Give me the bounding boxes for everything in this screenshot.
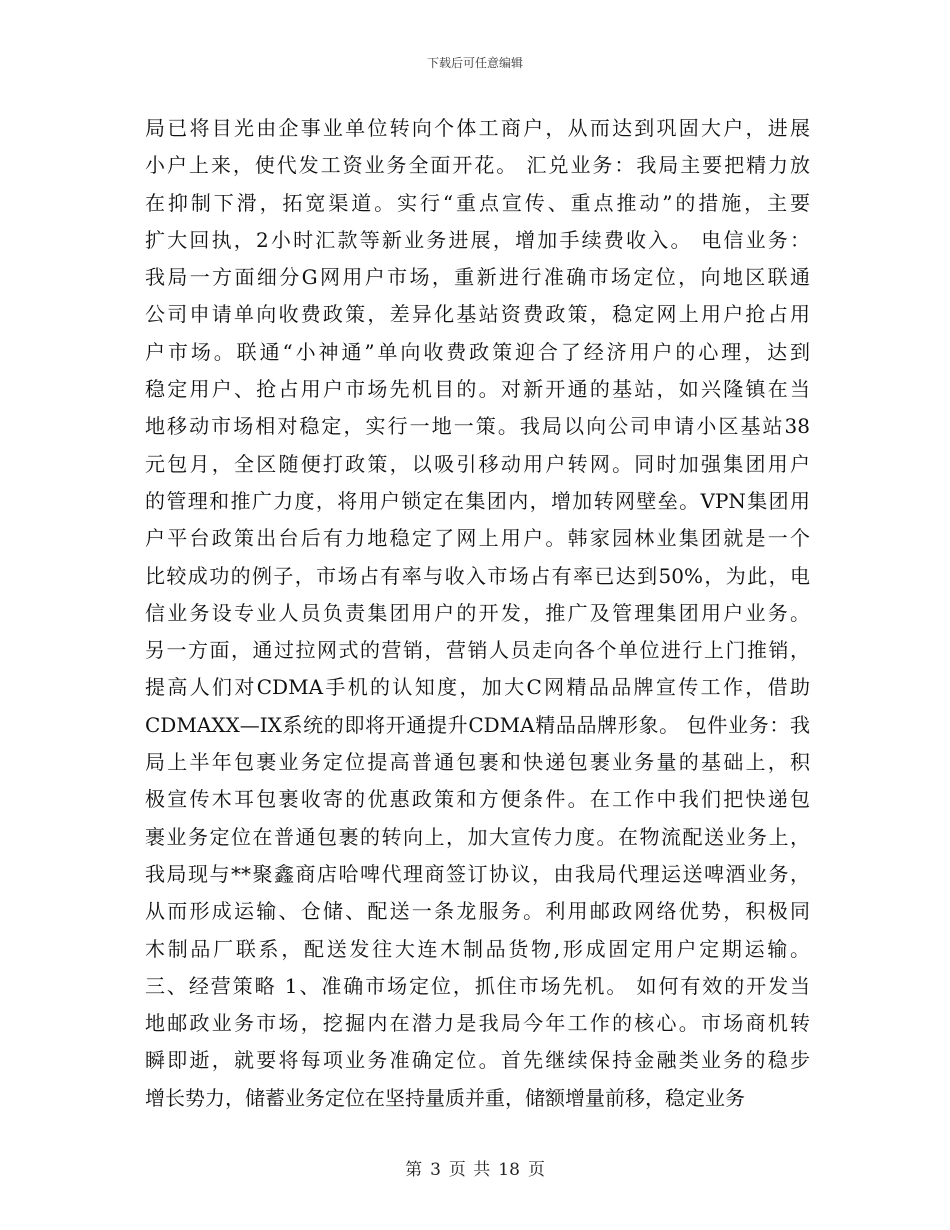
- text-line: 稳定用户、抢占用户市场先机目的。对新开通的基站，如兴隆镇在当: [145, 377, 810, 402]
- document-body: [145, 110, 810, 1117]
- text-line: 户市场。联通“小神通”单向收费政策迎合了经济用户的心理，达到: [145, 339, 810, 364]
- total-page-count: 18: [498, 1160, 520, 1180]
- footer-middle: 页 共: [448, 1160, 491, 1180]
- footer-suffix: 页: [527, 1160, 545, 1180]
- current-page-number: 3: [430, 1160, 441, 1180]
- footer-prefix: 第: [405, 1160, 423, 1180]
- text-line: 裹业务定位在普通包裹的转向上，加大宣传力度。在物流配送业务上，: [145, 824, 810, 849]
- text-line: 扩大回执，2小时汇款等新业务进展，增加手续费收入。 电信业务：: [145, 227, 810, 252]
- text-line: 三、经营策略 1、准确市场定位，抓住市场先机。 如何有效的开发当: [145, 973, 810, 998]
- text-line: 信业务设专业人员负责集团用户的开发，推广及管理集团用户业务。: [145, 600, 810, 625]
- text-line: CDMAXX—IX系统的即将开通提升CDMA精品品牌形象。 包件业务：我: [145, 712, 810, 737]
- text-line: 从而形成运输、仓储、配送一条龙服务。利用邮政网络优势，积极同: [145, 899, 810, 924]
- text-line: 提高人们对CDMA手机的认知度，加大C网精品品牌宣传工作，借助: [145, 675, 810, 700]
- text-line: 我局现与**聚鑫商店哈啤代理商签订协议，由我局代理运送啤酒业务，: [145, 861, 810, 886]
- text-line: 另一方面，通过拉网式的营销，营销人员走向各个单位进行上门推销，: [145, 638, 810, 663]
- page-header: 下载后可任意编辑: [426, 56, 523, 70]
- text-line: 局已将目光由企事业单位转向个体工商户，从而达到巩固大户，进展: [145, 116, 810, 140]
- text-line: 户平台政策出台后有力地稳定了网上用户。韩家园林业集团就是一个: [145, 526, 810, 551]
- text-line: 极宣传木耳包裹收寄的优惠政策和方便条件。在工作中我们把快递包: [145, 787, 810, 812]
- text-line: 小户上来，使代发工资业务全面开花。 汇兑业务：我局主要把精力放: [145, 153, 810, 178]
- text-line: 我局一方面细分G网用户市场，重新进行准确市场定位，向地区联通: [145, 265, 810, 290]
- text-line: 瞬即逝，就要将每项业务准确定位。首先继续保持金融类业务的稳步: [145, 1048, 810, 1073]
- text-line: 的管理和推广力度，将用户锁定在集团内，增加转网壁垒。VPN集团用: [145, 488, 810, 513]
- text-line: 局上半年包裹业务定位提高普通包裹和快递包裹业务量的基础上，积: [145, 750, 810, 775]
- text-line: 木制品厂联系，配送发往大连木制品货物,形成固定用户定期运输。: [145, 936, 810, 961]
- text-line: 地移动市场相对稳定，实行一地一策。我局以向公司申请小区基站38: [145, 414, 810, 439]
- text-line: 地邮政业务市场，挖掘内在潜力是我局今年工作的核心。市场商机转: [145, 1011, 810, 1036]
- text-line: 比较成功的例子，市场占有率与收入市场占有率已达到50%，为此，电: [145, 563, 810, 588]
- text-line: 元包月，全区随便打政策，以吸引移动用户转网。同时加强集团用户: [145, 451, 810, 476]
- text-line: 公司申请单向收费政策，差异化基站资费政策，稳定网上用户抢占用: [145, 302, 810, 327]
- text-line: 增长势力，储蓄业务定位在坚持量质并重，储额增量前移，稳定业务: [145, 1085, 745, 1110]
- page-footer: [0, 1155, 950, 1180]
- text-line: 在抑制下滑，拓宽渠道。实行“重点宣传、重点推动”的措施，主要: [145, 190, 810, 215]
